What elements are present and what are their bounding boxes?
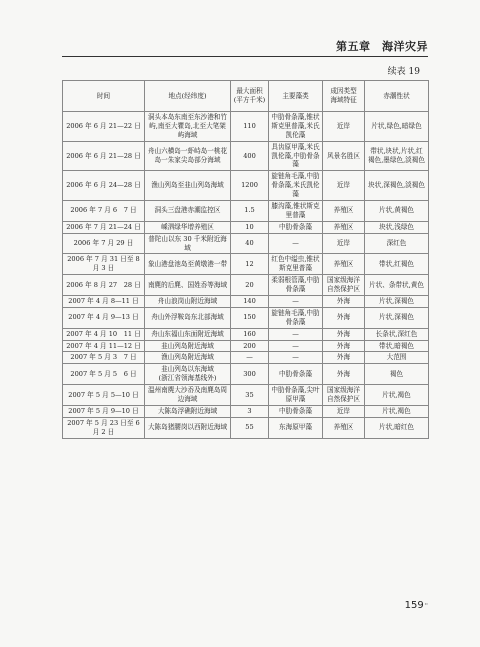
- table-row: [63, 254, 429, 275]
- table-cell: 舟山外浮鞍岛东北部海域: [145, 307, 231, 328]
- table-cell: 片状,褐色: [365, 385, 429, 406]
- table-cell: 2007 年 4 月 10 11 日: [63, 328, 145, 340]
- table-cell: 大范围: [365, 352, 429, 364]
- table-cell: 块状,浅绿色: [365, 221, 429, 233]
- column-header: 时间: [63, 81, 145, 112]
- column-header: 赤潮性状: [365, 81, 429, 112]
- table-cell: 褐色: [365, 364, 429, 385]
- table-row: [63, 340, 429, 352]
- table-row: [63, 328, 429, 340]
- table-cell: 2006 年 6 月 24—28 日: [63, 171, 145, 201]
- table-row: [63, 405, 429, 417]
- table-cell: 旋链角毛藻,中肋骨条藻: [269, 307, 323, 328]
- table-row: [63, 352, 429, 364]
- table-cell: 具齿原甲藻,米氏凯伦藻,中肋骨条藻: [269, 141, 323, 171]
- table-cell: 舟山浪岗山附近海域: [145, 296, 231, 308]
- table-cell: 55: [231, 417, 269, 438]
- table-cell: 片状,黄褐色: [365, 201, 429, 222]
- table-row: [63, 307, 429, 328]
- table-cell: 普陀山以东 30 千米附近海域: [145, 233, 231, 254]
- red-tide-table: [62, 80, 429, 439]
- table-cell: 块状,深褐色,淡褐色: [365, 171, 429, 201]
- table-cell: —: [231, 352, 269, 364]
- table-cell: 2007 年 4 月 11—12 日: [63, 340, 145, 352]
- table-row: [63, 233, 429, 254]
- table-cell: 2006 年 6 月 21—22 日: [63, 112, 145, 142]
- table-cell: —: [269, 340, 323, 352]
- table-cell: 带状,块状,片状,红褐色,墨绿色,淡褐色: [365, 141, 429, 171]
- table-cell: 渔山列岛至韭山列岛海域: [145, 171, 231, 201]
- table-cell: 柔弱根管藻,中肋骨条藻: [269, 275, 323, 296]
- table-cell: 外海: [323, 340, 365, 352]
- page-number: [405, 600, 428, 611]
- table-cell: 300: [231, 364, 269, 385]
- table-body: [63, 112, 429, 439]
- table-cell: —: [269, 328, 323, 340]
- table-cell: 2007 年 5 月 9—10 日: [63, 405, 145, 417]
- table-cell: 外海: [323, 364, 365, 385]
- table-cell: —: [269, 233, 323, 254]
- table-cell: 2006 年 7 月 21—24 日: [63, 221, 145, 233]
- table-cell: 35: [231, 385, 269, 406]
- table-cell: 2006 年 7 月 29 日: [63, 233, 145, 254]
- column-header: 主要藻类: [269, 81, 323, 112]
- table-cell: 片状,暗红色: [365, 417, 429, 438]
- column-header: 地点(经纬度): [145, 81, 231, 112]
- table-row: [63, 296, 429, 308]
- table-cell: 红色中缢虫,锥状斯克里普藻: [269, 254, 323, 275]
- table-row: [63, 364, 429, 385]
- table-cell: 东海原甲藻: [269, 417, 323, 438]
- table-row: [63, 112, 429, 142]
- table-cell: 韭山列岛以东海域 (浙江省领海基线外): [145, 364, 231, 385]
- table-cell: 温州南麂大沙岙及南麂岛周边海域: [145, 385, 231, 406]
- table-cell: 400: [231, 141, 269, 171]
- table-cell: 渔山列岛附近海域: [145, 352, 231, 364]
- table-cell: 12: [231, 254, 269, 275]
- column-header: 最大面积 (平方千米): [231, 81, 269, 112]
- table-cell: 南麂的后麂、国姓岙等海域: [145, 275, 231, 296]
- table-cell: 近岸: [323, 405, 365, 417]
- table-cell: 外海: [323, 296, 365, 308]
- table-cell: 200: [231, 340, 269, 352]
- table-cell: 近岸: [323, 171, 365, 201]
- table-cell: 片状,绿色,暗绿色: [365, 112, 429, 142]
- table-cell: 洞头本岛东南至东沙港和竹屿,南至大瞿岛,北至大笔架屿海域: [145, 112, 231, 142]
- table-cell: 养殖区: [323, 254, 365, 275]
- table-cell: 20: [231, 275, 269, 296]
- table-cell: 1200: [231, 171, 269, 201]
- table-cell: 150: [231, 307, 269, 328]
- table-row: [63, 221, 429, 233]
- table-cell: 2007 年 5 月 3 7 日: [63, 352, 145, 364]
- table-cell: 片状、条带状,黄色: [365, 275, 429, 296]
- table-cell: 中肋骨条藻: [269, 405, 323, 417]
- table-cell: 2007 年 5 月 5 6 日: [63, 364, 145, 385]
- table-cell: 片状,深褐色: [365, 307, 429, 328]
- table-cell: —: [269, 296, 323, 308]
- page-number-mark: ": [424, 602, 428, 610]
- table-cell: 洞头三盘港赤潮监控区: [145, 201, 231, 222]
- table-cell: 外海: [323, 328, 365, 340]
- table-continued-label: 续表 19: [387, 67, 420, 77]
- table-cell: 深红色: [365, 233, 429, 254]
- table-cell: —: [269, 352, 323, 364]
- table-cell: 带状,红褐色: [365, 254, 429, 275]
- table-cell: 象山港盘池岛至黄墩港一带: [145, 254, 231, 275]
- table-row: [63, 201, 429, 222]
- table-cell: 10: [231, 221, 269, 233]
- table-cell: 片状,深褐色: [365, 296, 429, 308]
- table-cell: 养殖区: [323, 417, 365, 438]
- table-row: [63, 275, 429, 296]
- table-cell: 舟山东福山东面附近海域: [145, 328, 231, 340]
- header-rule: [62, 56, 428, 57]
- table-cell: 近岸: [323, 112, 365, 142]
- table-cell: 外海: [323, 307, 365, 328]
- table-cell: 2006 年 7 月 31 日至 8 月 3 日: [63, 254, 145, 275]
- table-cell: 2007 年 5 月 5—10 日: [63, 385, 145, 406]
- table-cell: 中肋骨条藻: [269, 221, 323, 233]
- table-cell: 3: [231, 405, 269, 417]
- table-cell: 2006 年 6 月 21—28 日: [63, 141, 145, 171]
- table-cell: 带状,暗褐色: [365, 340, 429, 352]
- table-cell: 韭山列岛附近海域: [145, 340, 231, 352]
- table-cell: 140: [231, 296, 269, 308]
- table-cell: 40: [231, 233, 269, 254]
- table-cell: 风景名胜区: [323, 141, 365, 171]
- table-cell: 中肋骨条藻,锥状斯克里普藻,米氏凯伦藻: [269, 112, 323, 142]
- table-cell: 大陈岛浮礁附近海域: [145, 405, 231, 417]
- table-cell: 大陈岛猪腰岗以西附近海域: [145, 417, 231, 438]
- table-cell: 中肋骨条藻: [269, 364, 323, 385]
- table-cell: 外海: [323, 352, 365, 364]
- table-cell: 中肋骨条藻,尖叶原甲藻: [269, 385, 323, 406]
- table-row: [63, 171, 429, 201]
- table-cell: 2007 年 4 月 8—11 日: [63, 296, 145, 308]
- table-row: [63, 141, 429, 171]
- table-cell: 2007 年 5 月 23 日至 6 月 2 日: [63, 417, 145, 438]
- table-cell: 旋链角毛藻,中肋骨条藻,米氏凯伦藻: [269, 171, 323, 201]
- table-cell: 嵊泗绿华增养殖区: [145, 221, 231, 233]
- table-cell: 国家级海洋自然保护区: [323, 385, 365, 406]
- table-cell: 养殖区: [323, 221, 365, 233]
- chapter-header: 第五章 海洋灾异: [336, 40, 428, 53]
- table-cell: 1.5: [231, 201, 269, 222]
- table-cell: 2007 年 4 月 9—13 日: [63, 307, 145, 328]
- table-cell: 110: [231, 112, 269, 142]
- table-cell: 养殖区: [323, 201, 365, 222]
- column-header: 成因类型 海域特征: [323, 81, 365, 112]
- table-cell: 160: [231, 328, 269, 340]
- page-number-value: 159: [404, 600, 424, 611]
- table-cell: 2006 年 8 月 27 28 日: [63, 275, 145, 296]
- table-cell: 膝沟藻,锥状斯克里普藻: [269, 201, 323, 222]
- table-cell: 2006 年 7 月 6 7 日: [63, 201, 145, 222]
- table-cell: 舟山六横岛一虾峙岛一桃花岛一朱家尖岛部分海域: [145, 141, 231, 171]
- table-header-row: [63, 81, 429, 112]
- table-cell: 片状,褐色: [365, 405, 429, 417]
- table-cell: 国家级海洋自然保护区: [323, 275, 365, 296]
- table-cell: 近岸: [323, 233, 365, 254]
- table-row: [63, 385, 429, 406]
- table-cell: 长条状,深红色: [365, 328, 429, 340]
- table-row: [63, 417, 429, 438]
